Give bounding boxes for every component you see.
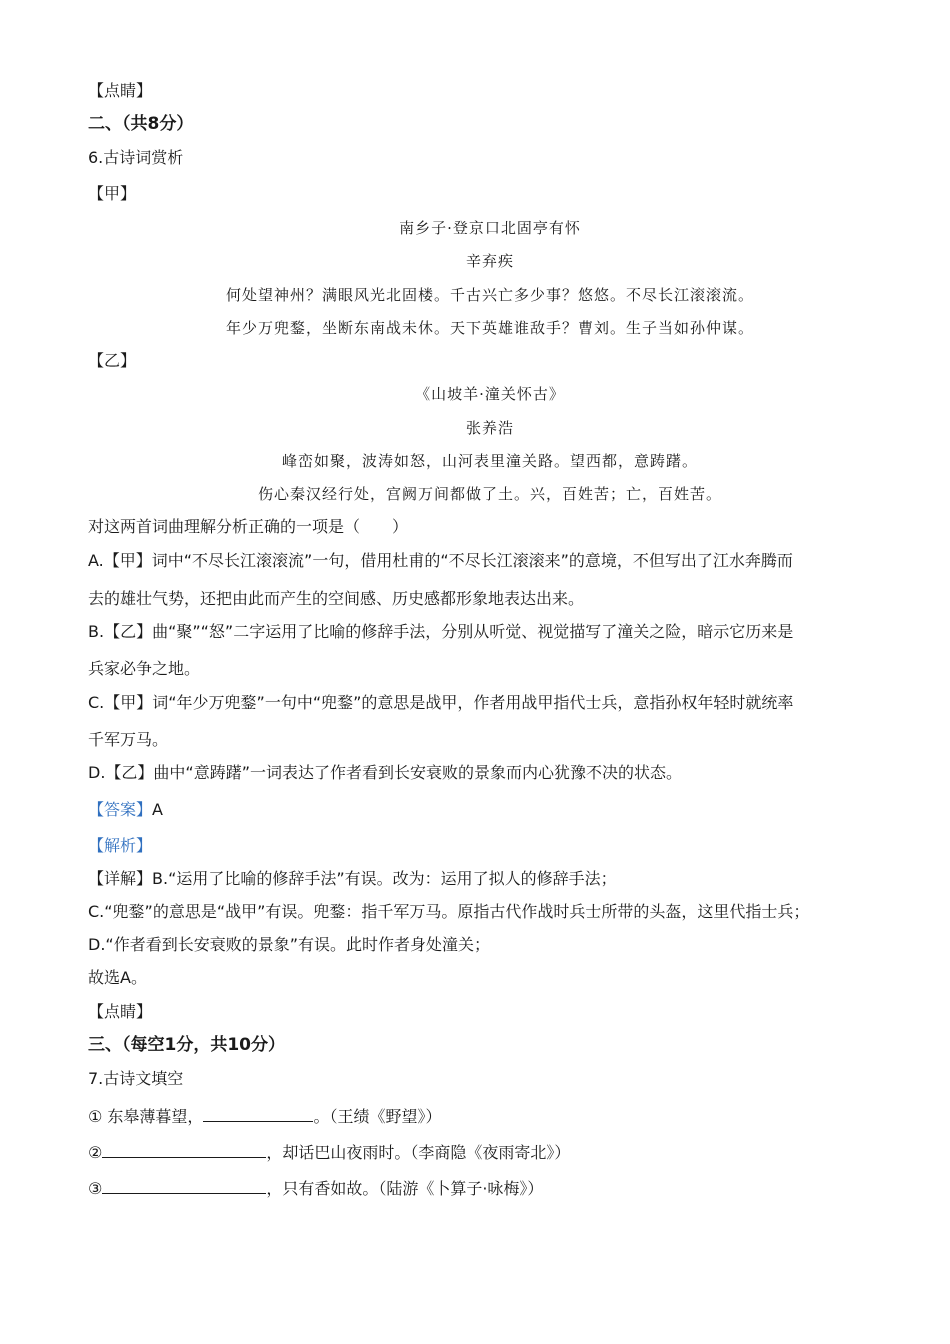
option-d-line-1: D.【乙】曲中“意踌躇”一词表达了作者看到长安衰败的景象而内心犹豫不决的状态。 bbox=[88, 763, 682, 782]
fill-item-1-suffix: 。（王绩《野望》） bbox=[313, 1107, 442, 1126]
fill-item-3-prefix: ③ bbox=[88, 1179, 103, 1198]
fill-item-2-prefix: ② bbox=[88, 1143, 103, 1162]
question-6-title: 6.古诗词赏析 bbox=[88, 148, 184, 167]
fill-blank-2[interactable] bbox=[102, 1141, 266, 1158]
poem2-author: 张养浩 bbox=[465, 419, 514, 437]
answer-row bbox=[88, 800, 163, 820]
answer-value: A bbox=[152, 800, 163, 819]
analysis-label: 【解析】 bbox=[88, 836, 153, 855]
fill-item-2-suffix: ，却话巴山夜雨时。（李商隐《夜雨寄北》） bbox=[266, 1143, 571, 1162]
yi-label: 【乙】 bbox=[88, 351, 137, 370]
fill-item-1-prefix: ① 东皋薄暮望， bbox=[88, 1107, 204, 1126]
fill-blank-3[interactable] bbox=[102, 1177, 266, 1194]
detail-line-1: 【详解】B.“运用了比喻的修辞手法”有误。改为：运用了拟人的修辞手法； bbox=[88, 869, 617, 888]
detail-line-2: C.“兜鍪”的意思是“战甲”有误。兜鍪：指千军万马。原指古代作战时兵士所带的头盔，这里代指士兵； bbox=[88, 902, 810, 921]
section-3-heading: 三、（每空1分，共10分） bbox=[88, 1035, 285, 1055]
section-2-heading: 二、（共8分） bbox=[88, 114, 194, 134]
option-a-line-2: 去的雄壮气势，还把由此而产生的空间感、历史感都形象地表达出来。 bbox=[88, 589, 585, 608]
poem1-line-1: 何处望神州？满眼风光北固楼。千古兴亡多少事？悠悠。不尽长江滚滚流。 bbox=[225, 286, 754, 304]
question-stem: 对这两首词曲理解分析正确的一项是（ ） bbox=[88, 517, 409, 536]
detail-line-4: 故选A。 bbox=[88, 968, 147, 987]
poem2-line-2: 伤心秦汉经行处，宫阙万间都做了土。兴，百姓苦；亡，百姓苦。 bbox=[257, 485, 722, 503]
fill-item-3-suffix: ，只有香如故。（陆游《卜算子·咏梅》） bbox=[266, 1179, 544, 1198]
poem2-title: 《山坡羊·潼关怀古》 bbox=[415, 385, 565, 403]
poem1-title: 南乡子·登京口北固亭有怀 bbox=[399, 219, 581, 237]
dianjing-label-2: 【点睛】 bbox=[88, 1002, 153, 1021]
answer-label: 【答案】 bbox=[88, 800, 153, 819]
fill-item-2 bbox=[88, 1141, 570, 1163]
fill-item-1 bbox=[88, 1105, 441, 1127]
poem1-author: 辛弃疾 bbox=[465, 252, 514, 270]
option-a-line-1: A.【甲】词中“不尽长江滚滚流”一句，借用杜甫的“不尽长江滚滚来”的意境，不但写出了江水奔腾而 bbox=[88, 551, 793, 570]
poem2-line-1: 峰峦如聚，波涛如怒，山河表里潼关路。望西都，意踌躇。 bbox=[281, 452, 698, 470]
dianjing-label-1: 【点睛】 bbox=[88, 81, 153, 100]
question-7-title: 7.古诗文填空 bbox=[88, 1069, 184, 1088]
option-c-line-1: C.【甲】词“年少万兜鍪”一句中“兜鍪”的意思是战甲，作者用战甲指代士兵，意指孙权年轻时就统率 bbox=[88, 693, 794, 712]
option-b-line-2: 兵家必争之地。 bbox=[88, 659, 201, 678]
poem1-line-2: 年少万兜鍪，坐断东南战未休。天下英雄谁敌手？曹刘。生子当如孙仲谋。 bbox=[225, 319, 754, 337]
fill-item-3 bbox=[88, 1177, 543, 1199]
detail-line-3: D.“作者看到长安衰败的景象”有误。此时作者身处潼关； bbox=[88, 935, 490, 954]
fill-blank-1[interactable] bbox=[203, 1105, 313, 1122]
jia-label: 【甲】 bbox=[88, 184, 137, 203]
option-c-line-2: 千军万马。 bbox=[88, 730, 169, 749]
option-b-line-1: B.【乙】曲“聚”“怒”二字运用了比喻的修辞手法，分别从听觉、视觉描写了潼关之险，暗示它历来是 bbox=[88, 622, 794, 641]
